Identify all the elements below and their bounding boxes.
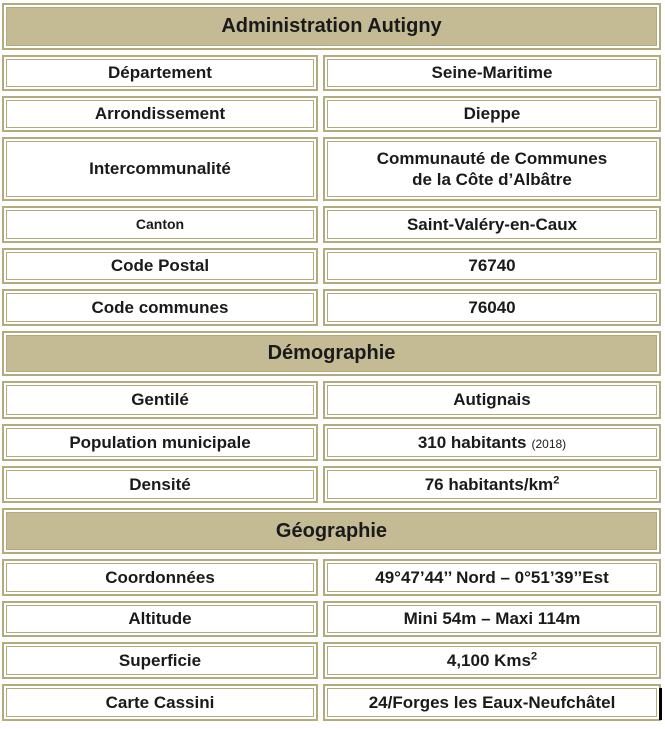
row-label-superficie [2, 642, 318, 679]
value-text: 76 habitants/$km^2$ [424, 474, 560, 494]
label-text: Altitude [128, 609, 192, 629]
row-label-gentile [2, 381, 318, 419]
label-text: Département [108, 63, 212, 83]
row-value-coordonnees [323, 559, 661, 596]
value-text: 76040 [468, 297, 516, 317]
value-text: 310 habitants [417, 432, 527, 452]
row-label-carte-cassini [2, 684, 318, 721]
value-note: (2018) [531, 436, 567, 451]
row-value-carte-cassini [323, 684, 661, 721]
row-label-code-postal [2, 248, 318, 284]
label-text: Coordonnées [105, 567, 215, 587]
value-text-line1: Communauté de Communes [376, 148, 608, 168]
value-text: 76740 [468, 256, 516, 276]
row-value-gentile [323, 381, 661, 419]
row-label-departement [2, 55, 318, 91]
value-text: Dieppe [463, 104, 521, 124]
row-value-densite [323, 466, 661, 503]
section-title: Démographie [267, 342, 396, 364]
row-value-code-communes [323, 289, 661, 326]
value-text: 4,100 Kms$^2$ [446, 650, 538, 670]
label-text: Code Postal [110, 256, 210, 276]
label-text: Arrondissement [94, 104, 226, 124]
row-value-altitude [323, 601, 661, 637]
label-text: Code communes [91, 297, 229, 317]
commune-infobox-table [2, 3, 661, 721]
row-label-population-municipale [2, 424, 318, 461]
value-text: Saint-Valéry-en-Caux [406, 214, 578, 234]
value-superscript: 2 [531, 650, 538, 663]
row-value-intercommunalite [323, 137, 661, 201]
label-text: Carte Cassini [105, 692, 215, 712]
row-label-altitude [2, 601, 318, 637]
section-header-demographie [2, 331, 661, 376]
section-header-administration [2, 3, 661, 50]
row-label-intercommunalite [2, 137, 318, 201]
section-title: Géographie [275, 519, 388, 542]
row-value-arrondissement [323, 96, 661, 132]
row-label-densite [2, 466, 318, 503]
label-text: Superficie [118, 650, 202, 670]
row-value-departement [323, 55, 661, 91]
row-value-code-postal [323, 248, 661, 284]
row-label-canton [2, 206, 318, 243]
row-label-arrondissement [2, 96, 318, 132]
row-label-code-communes [2, 289, 318, 326]
row-value-population-municipale [323, 424, 661, 461]
section-header-geographie [2, 508, 661, 554]
row-value-superficie [323, 642, 661, 679]
label-text: Intercommunalité [89, 159, 231, 179]
row-label-coordonnees [2, 559, 318, 596]
label-text: Population municipale [69, 432, 251, 452]
value-superscript: 2 [553, 474, 560, 487]
value-text-line2: de la Côte d’Albâtre [412, 170, 572, 189]
value-text: Mini 54m – Maxi 114m [403, 609, 581, 629]
section-title: Administration Autigny [221, 15, 442, 37]
text-cursor [659, 688, 662, 720]
label-text: Canton [135, 215, 185, 232]
value-text: Seine-Maritime [431, 63, 553, 83]
value-text: 24/Forges les Eaux-Neufchâtel [368, 692, 616, 712]
label-text: Densité [129, 474, 191, 494]
label-text: Gentilé [131, 390, 189, 410]
row-value-canton [323, 206, 661, 243]
value-text: Autignais [453, 390, 531, 410]
value-text: 49°47’44’’ Nord – 0°51’39’’Est [375, 567, 609, 587]
